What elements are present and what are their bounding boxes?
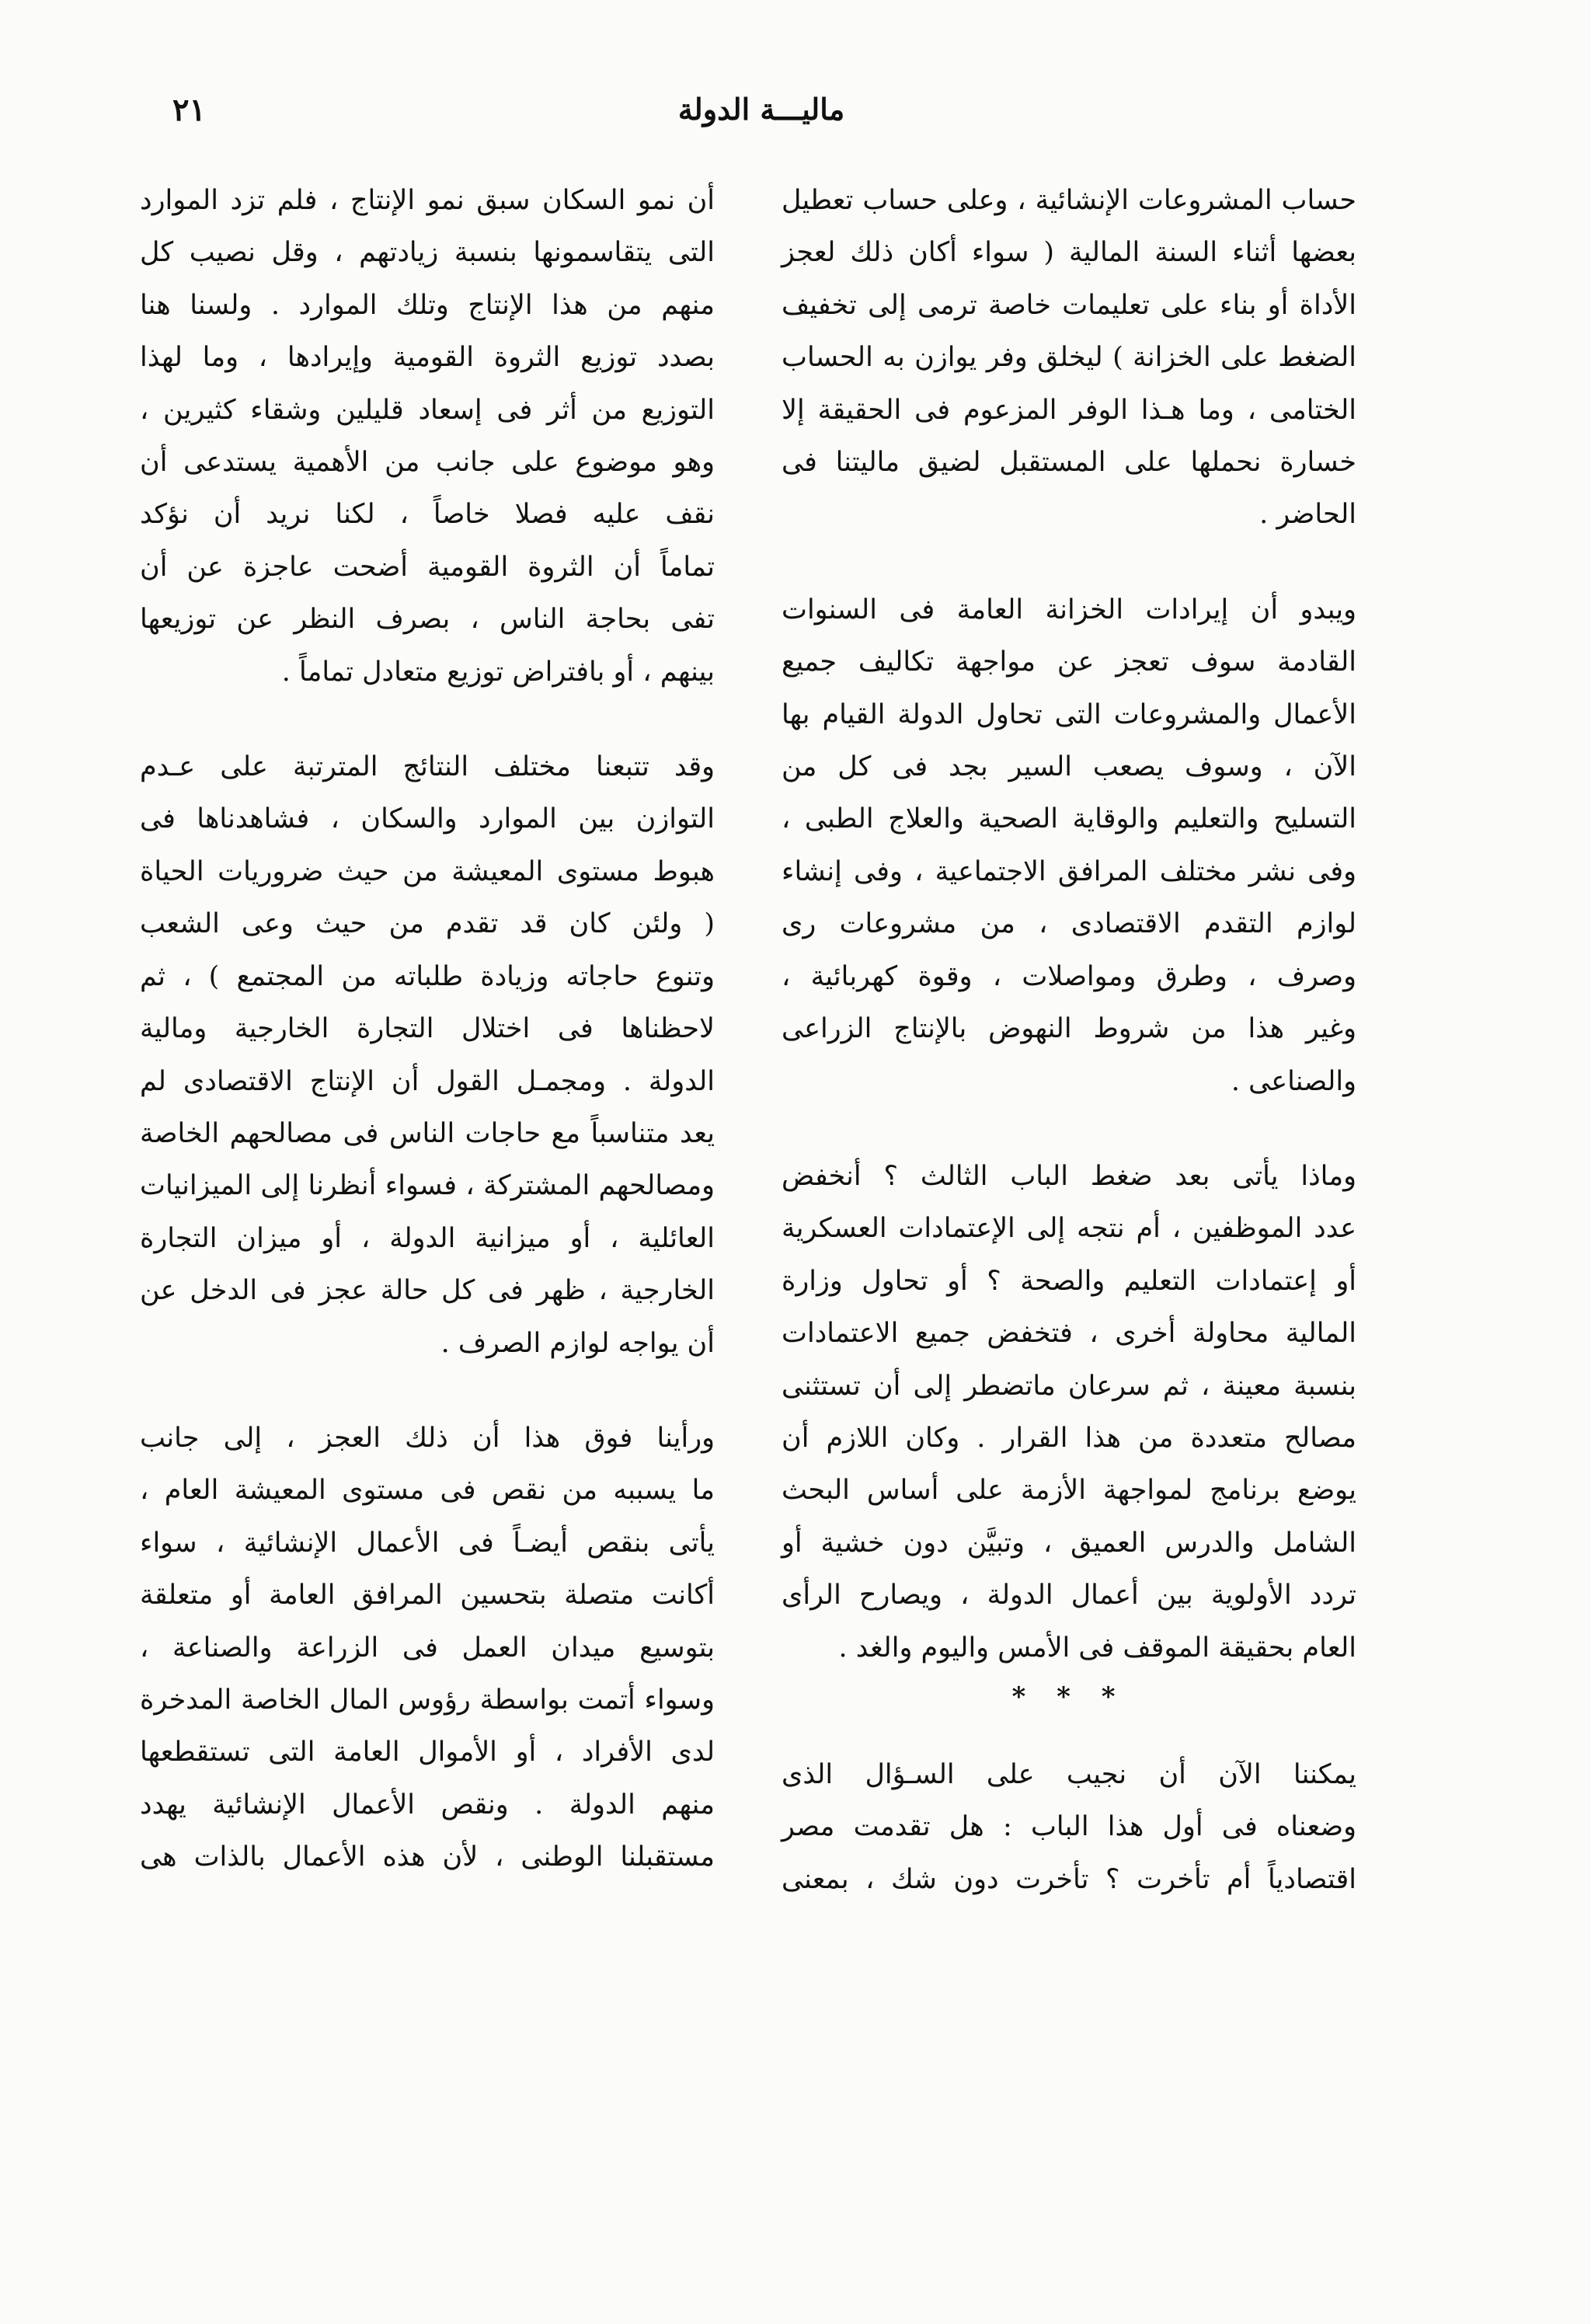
- text-line: حساب المشروعات الإنشائية ، وعلى حساب تعطيل: [782, 185, 1356, 216]
- text-line: التسليح والتعليم والوقاية الصحية والعلاج الطبى ،: [782, 803, 1356, 835]
- paragraph: [140, 741, 715, 1370]
- text-line: بتوسيع ميدان العمل فى الزراعة والصناعة ،: [140, 1632, 715, 1664]
- text-line: بينهم ، أو بافتراض توزيع متعادل تماماً .: [281, 656, 715, 688]
- text-line: يمكننا الآن أن نجيب على السـؤال الذى: [782, 1758, 1356, 1790]
- text-line: وماذا يأتى بعد ضغط الباب الثالث ؟ أنخفض: [782, 1160, 1356, 1192]
- text-line: وقد تتبعنا مختلف النتائج المترتبة على عـدم: [140, 751, 715, 783]
- text-line: وفى نشر مختلف المرافق الاجتماعية ، وفى إنشاء: [782, 855, 1356, 887]
- text-line: لدى الأفراد ، أو الأموال العامة التى تستقطعها: [140, 1737, 715, 1768]
- text-line: التوزيع من أثر فى إسعاد قليلين وشقاء كثيرين ،: [140, 394, 715, 426]
- text-line: لاحظناها فى اختلال التجارة الخارجية ومالية: [140, 1013, 715, 1045]
- text-line: اقتصادياً أم تأخرت ؟ تأخرت دون شك ، بمعنى: [782, 1863, 1356, 1895]
- text-line: وصرف ، وطرق ومواصلات ، وقوة كهربائية ،: [782, 960, 1356, 992]
- text-line: لوازم التقدم الاقتصادى ، من مشروعات رى: [782, 908, 1356, 940]
- text-line: بصدد توزيع الثروة القومية وإيرادها ، وما لهذا: [140, 342, 715, 374]
- paragraph: [782, 1151, 1356, 1674]
- section-separator: * * *: [1011, 1681, 1126, 1713]
- text-line: ويبدو أن إيرادات الخزانة العامة فى السنوات: [782, 594, 1356, 625]
- text-line: وتنوع حاجاته وزيادة طلباته من المجتمع ) ، ثم: [140, 960, 715, 992]
- text-line: تفى بحاجة الناس ، بصرف النظر عن توزيعها: [140, 604, 715, 636]
- text-line: أن نمو السكان سبق نمو الإنتاج ، فلم تزد الموارد: [140, 185, 715, 216]
- text-line: نقف عليه فصلا خاصاً ، لكنا نريد أن نؤكد: [140, 499, 715, 531]
- text-line: أن يواجه لوازم الصرف .: [440, 1327, 715, 1359]
- text-line: التى يتقاسمونها بنسبة زيادتهم ، وقل نصيب كل: [140, 237, 715, 269]
- text-line: الضغط على الخزانة ) ليخلق وفر يوازن به الحساب: [782, 342, 1356, 374]
- text-line: منهم من هذا الإنتاج وتلك الموارد . ولسنا هنا: [140, 289, 715, 321]
- text-line: القادمة سوف تعجز عن مواجهة تكاليف جميع: [782, 646, 1356, 678]
- text-line: الآن ، وسوف يصعب السير بجد فى كل من: [782, 751, 1356, 783]
- text-line: تردد الأولوية بين أعمال الدولة ، ويصارح الرأى: [782, 1580, 1356, 1611]
- text-line: بعضها أثناء السنة المالية ( سواء أكان ذلك لعجز: [782, 237, 1356, 269]
- text-line: والصناعى .: [1231, 1065, 1356, 1097]
- text-line: العائلية ، أو ميزانية الدولة ، أو ميزان التجارة: [140, 1222, 715, 1254]
- text-line: أو إعتمادات التعليم والصحة ؟ أو تحاول وزارة: [782, 1265, 1356, 1297]
- text-line: الأعمال والمشروعات التى تحاول الدولة القيام بها: [782, 699, 1356, 730]
- paragraph: [782, 584, 1356, 1108]
- text-line: الحاضر .: [1259, 499, 1356, 531]
- text-line: ومصالحهم المشتركة ، فسواء أنظرنا إلى الميزانيات: [140, 1170, 715, 1202]
- paragraph: [782, 175, 1356, 542]
- text-line: وسواء أتمت بواسطة رؤوس المال الخاصة المدخرة: [140, 1684, 715, 1716]
- page-header: [155, 92, 1367, 146]
- paragraph: [140, 1413, 715, 1884]
- text-line: وهو موضوع على جانب من الأهمية يستدعى أن: [140, 447, 715, 479]
- text-line: الدولة . ومجمـل القول أن الإنتاج الاقتصادى لم: [140, 1065, 715, 1097]
- left-column: [140, 175, 715, 1884]
- text-line: الشامل والدرس العميق ، وتبيَّن دون خشية أو: [782, 1527, 1356, 1559]
- text-line: المالية محاولة أخرى ، فتخفض جميع الاعتمادات: [782, 1318, 1356, 1350]
- text-line: ورأينا فوق هذا أن ذلك العجز ، إلى جانب: [140, 1422, 715, 1454]
- text-line: خسارة نحملها على المستقبل لضيق ماليتنا فى: [782, 447, 1356, 479]
- text-line: وضعناه فى أول هذا الباب : هل تقدمت مصر: [782, 1811, 1356, 1843]
- text-line: أكانت متصلة بتحسين المرافق العامة أو متعلقة: [140, 1580, 715, 1611]
- text-line: ما يسببه من نقص فى مستوى المعيشة العام ،: [140, 1475, 715, 1507]
- text-line: منهم الدولة . ونقص الأعمال الإنشائية يهدد: [140, 1789, 715, 1821]
- text-line: الأداة أو بناء على تعليمات خاصة ترمى إلى تخفيف: [782, 289, 1356, 321]
- text-line: يعد متناسباً مع حاجات الناس فى مصالحهم الخاصة: [140, 1117, 715, 1149]
- paragraph: [782, 1749, 1356, 1906]
- text-line: التوازن بين الموارد والسكان ، فشاهدناها فى: [140, 803, 715, 835]
- running-title: ماليـــة الدولة: [677, 92, 845, 127]
- text-line: مستقبلنا الوطنى ، لأن هذه الأعمال بالذات هى: [140, 1841, 715, 1873]
- text-line: عدد الموظفين ، أم نتجه إلى الإعتمادات العسكرية: [782, 1213, 1356, 1245]
- text-line: وغير هذا من شروط النهوض بالإنتاج الزراعى: [782, 1013, 1356, 1045]
- text-line: يأتى بنقص أيضـاً فى الأعمال الإنشائية ، سواء: [140, 1527, 715, 1559]
- text-line: بنسبة معينة ، ثم سرعان ماتضطر إلى أن تستثنى: [782, 1370, 1356, 1402]
- right-column: [782, 175, 1356, 1906]
- text-line: الختامى ، وما هـذا الوفر المزعوم فى الحقيقة إلا: [782, 394, 1356, 426]
- text-line: هبوط مستوى المعيشة من حيث ضروريات الحياة: [140, 855, 715, 887]
- paragraph: [140, 175, 715, 699]
- page-number: ٢١: [172, 92, 206, 128]
- text-line: الخارجية ، ظهر فى كل حالة عجز فى الدخل عن: [140, 1275, 715, 1307]
- text-line: العام بحقيقة الموقف فى الأمس واليوم والغد .: [838, 1632, 1356, 1664]
- text-line: تماماً أن الثروة القومية أضحت عاجزة عن أن: [140, 551, 715, 583]
- text-line: ( ولئن كان قد تقدم من حيث وعى الشعب: [140, 908, 715, 940]
- text-line: يوضع برنامج لمواجهة الأزمة على أساس البحث: [782, 1475, 1356, 1507]
- text-line: مصالح متعددة من هذا القرار . وكان اللازم أن: [782, 1422, 1356, 1454]
